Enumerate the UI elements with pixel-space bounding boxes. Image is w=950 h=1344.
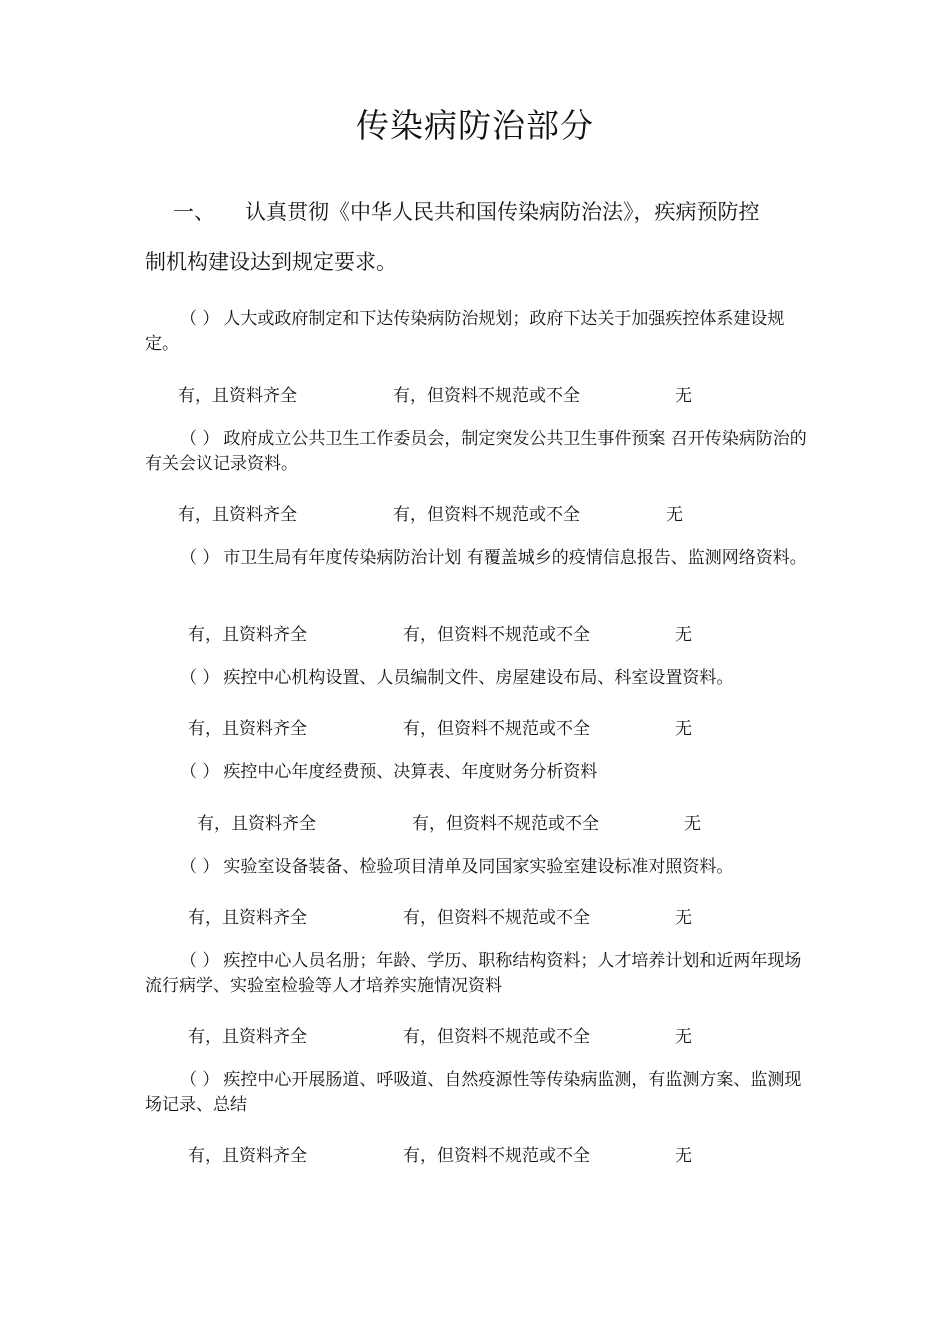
checkbox-paren[interactable]: （ ）: [180, 429, 220, 449]
section-heading: [145, 196, 810, 226]
option-complete[interactable]: 有，且资料齐全: [178, 386, 297, 406]
checklist-item-text: 疾控中心开展肠道、呼吸道、自然疫源性等传染病监测，有监测方案、监测现场记录、总结: [145, 1070, 802, 1115]
checkbox-paren[interactable]: （ ）: [180, 951, 220, 971]
option-incomplete[interactable]: 有，但资料不规范或不全: [393, 505, 580, 525]
checkbox-paren[interactable]: （ ）: [180, 1070, 220, 1090]
option-none[interactable]: 无: [675, 908, 692, 928]
option-none[interactable]: 无: [675, 1146, 692, 1166]
page-title: 传染病防治部分: [356, 106, 594, 145]
option-none[interactable]: 无: [675, 719, 692, 739]
option-incomplete[interactable]: 有，但资料不规范或不全: [403, 719, 590, 739]
option-incomplete[interactable]: 有，但资料不规范或不全: [393, 386, 580, 406]
checklist-item-text: 政府成立公共卫生工作委员会，制定突发公共卫生事件预案 召开传染病防治的有关会议记录资料。: [145, 429, 807, 474]
option-complete[interactable]: 有，且资料齐全: [188, 1027, 307, 1047]
option-complete[interactable]: 有，且资料齐全: [188, 625, 307, 645]
checkbox-paren[interactable]: （ ）: [180, 309, 220, 329]
option-complete[interactable]: 有，且资料齐全: [188, 719, 307, 739]
section-heading-continued: 制机构建设达到规定要求。: [145, 250, 397, 274]
section-heading-line1: 认真贯彻《中华人民共和国传染病防治法》，疾病预防控: [245, 200, 760, 224]
checklist-item-text: 疾控中心年度经费预、决算表、年度财务分析资料: [223, 762, 598, 782]
checklist-item-text: 人大或政府制定和下达传染病防治规划；政府下达关于加强疾控体系建设规定。: [145, 309, 785, 354]
checklist-item: [145, 855, 810, 880]
option-incomplete[interactable]: 有，但资料不规范或不全: [403, 1146, 590, 1166]
checklist-item: [145, 427, 810, 477]
option-complete[interactable]: 有，且资料齐全: [188, 908, 307, 928]
checklist-item: [145, 546, 810, 571]
option-incomplete[interactable]: 有，但资料不规范或不全: [403, 625, 590, 645]
section-number: 一、: [173, 200, 215, 224]
checkbox-paren[interactable]: （ ）: [180, 857, 220, 877]
option-none[interactable]: 无: [675, 1027, 692, 1047]
option-none[interactable]: 无: [684, 814, 701, 834]
option-complete[interactable]: 有，且资料齐全: [188, 1146, 307, 1166]
option-none[interactable]: 无: [666, 505, 683, 525]
checklist-item: [145, 949, 810, 999]
checklist-item-text: 实验室设备装备、检验项目清单及同国家实验室建设标准对照资料。: [223, 857, 734, 877]
checkbox-paren[interactable]: （ ）: [180, 762, 220, 782]
option-none[interactable]: 无: [675, 625, 692, 645]
checkbox-paren[interactable]: （ ）: [180, 548, 220, 568]
checklist-item: [145, 760, 810, 785]
checklist-item-text: 疾控中心机构设置、人员编制文件、房屋建设布局、科室设置资料。: [223, 668, 734, 688]
option-incomplete[interactable]: 有，但资料不规范或不全: [403, 908, 590, 928]
checklist-item-text: 疾控中心人员名册；年龄、学历、职称结构资料；人才培养计划和近两年现场流行病学、实验室检验等人才培养实施情况资料: [145, 951, 802, 996]
checklist-item: [145, 666, 810, 691]
option-incomplete[interactable]: 有，但资料不规范或不全: [412, 814, 599, 834]
checkbox-paren[interactable]: （ ）: [180, 668, 220, 688]
option-complete[interactable]: 有，且资料齐全: [197, 814, 316, 834]
option-complete[interactable]: 有，且资料齐全: [178, 505, 297, 525]
checklist-item: [145, 307, 810, 357]
option-incomplete[interactable]: 有，但资料不规范或不全: [403, 1027, 590, 1047]
checklist-item-text: 市卫生局有年度传染病防治计划 有覆盖城乡的疫情信息报告、监测网络资料。: [223, 548, 807, 568]
checklist-item: [145, 1068, 810, 1118]
option-none[interactable]: 无: [675, 386, 692, 406]
